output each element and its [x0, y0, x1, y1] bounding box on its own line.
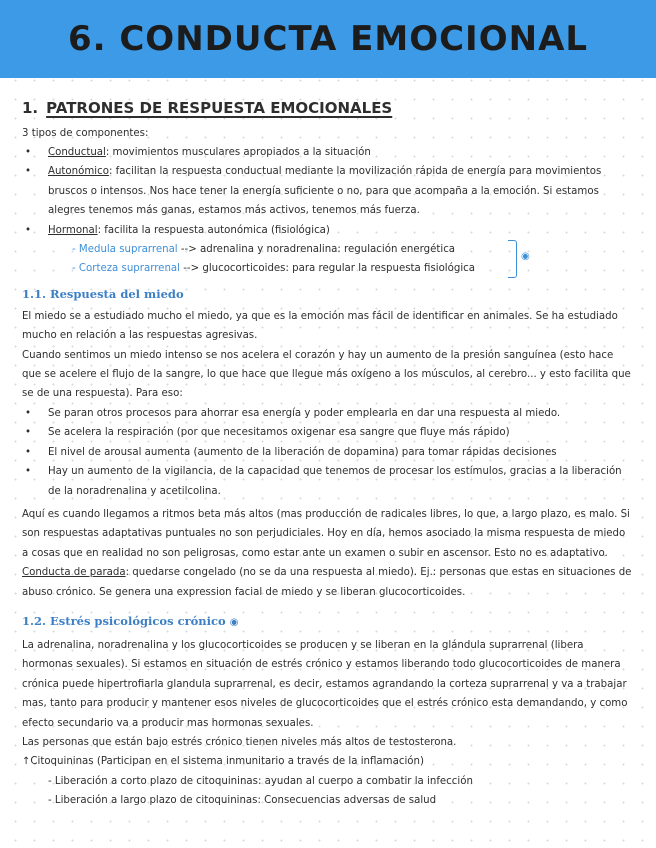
- hormonal-sub-list: [22, 240, 634, 279]
- list-item: [22, 240, 634, 259]
- section-1-title: PATRONES DE RESPUESTA EMOCIONALES: [46, 99, 393, 117]
- target-icon: ◉: [229, 616, 239, 628]
- list-item: • El nivel de arousal aumenta (aumento de la liberación de dopamina) para tomar rápidas decisiones: [22, 443, 634, 462]
- list-item: [22, 259, 634, 278]
- component-label: Autonómico: [48, 166, 109, 178]
- paragraph: [22, 563, 634, 602]
- list-item: [22, 221, 634, 240]
- gland-text: --> glucocorticoides: para regular la respuesta fisiológica: [179, 263, 476, 275]
- list-item: - Liberación a largo plazo de citoquininas: Consecuencias adversas de salud: [48, 795, 437, 807]
- target-icon: ◉: [521, 251, 530, 263]
- section-1-1-heading: 1.1. Respuesta del miedo: [22, 286, 184, 301]
- paragraph: Las personas que están bajo estrés crónico tienen niveles más altos de testosterona.: [22, 736, 457, 748]
- bracket-mark: [508, 240, 517, 278]
- term-label: Conducta de parada: [22, 567, 126, 579]
- section-1-number: 1.: [22, 99, 39, 117]
- term-text: : quedarse congelado (no se da una respuesta al miedo). Ej.: personas que estas en situaciones de abuso crónico. Se genera una expression facial de miedo y se liberan glucocorticoides.: [22, 567, 632, 598]
- gland-name: - Corteza suprarrenal: [72, 263, 180, 275]
- section-1-2-title: 1.2. Estrés psicológicos crónico: [22, 613, 226, 628]
- component-text: : facilita la respuesta autonómica (fisiológica): [97, 224, 330, 236]
- component-label: Hormonal: [48, 224, 98, 236]
- paragraph: La adrenalina, noradrenalina y los glucocorticoides se producen y se liberan en la glándula suprarrenal (libera hormonas sexuales). Si estamos en situación de estrés crónico y estamos liberando todo glucocorticoides de manera crónica puede hipertrofiarla glandula suprarrenal, es decir, estamos agrandando la corteza suprarrenal y va a trabajar mas, tanto para producir y mantener esos niveles de glucocorticoides que el estrés crónico esta demandando, y como efecto secundario va a producir mas hormonas sexuales.: [22, 639, 628, 729]
- title-banner: [0, 0, 656, 78]
- section-1-2-heading: [22, 610, 634, 634]
- list-item: [22, 162, 634, 220]
- component-list: [22, 143, 634, 240]
- list-item: [22, 143, 634, 162]
- components-intro: 3 tipos de componentes:: [22, 128, 149, 139]
- document-body: [22, 96, 634, 811]
- list-item: • Hay un aumento de la vigilancia, de la capacidad que tenemos de procesar los estímulos, gracias a la liberación de la noradrenalina y acetilcolina.: [22, 462, 634, 501]
- paragraph: El miedo se a estudiado mucho el miedo, ya que es la emoción mas fácil de identificar en animales. Se ha estudiado mucho en relación a las respuestas agresivas.: [22, 310, 618, 342]
- page-title: 6. CONDUCTA EMOCIONAL: [67, 19, 589, 59]
- component-text: : facilitan la respuesta conductual mediante la movilización rápida de energía para movimientos bruscos o intensos. Nos hace tener la energía suficiente o no, para que acompaña a la emoción. Si estamos alegres tenemos más ganas, estamos más activos, tenemos más fuerza.: [48, 166, 602, 217]
- list-item: • Se paran otros procesos para ahorrar esa energía y poder emplearla en dar una respuesta al miedo.: [22, 404, 634, 423]
- component-text: : movimientos musculares apropiados a la situación: [105, 147, 371, 158]
- paragraph: Cuando sentimos un miedo intenso se nos acelera el corazón y hay un aumento de la presión sanguínea (esto hace que se acelere el flujo de la sangre, lo que hace que llegue más oxígeno a los músculos, al cerebro... y esto facilita que se de una respuesta). Para eso:: [22, 349, 631, 400]
- section-1-heading: [22, 96, 634, 120]
- list-item: • Se acelera la respiración (por que necesitamos oxigenar esa sangre que fluye más rápido): [22, 423, 634, 442]
- arrow-up-icon: ↑: [22, 756, 31, 768]
- component-label: Conductual: [48, 147, 106, 158]
- fear-response-list: [22, 404, 634, 501]
- gland-text: --> adrenalina y noradrenalina: regulación energética: [177, 244, 456, 256]
- paragraph: [22, 752, 634, 771]
- cytokine-text: Citoquininas (Participan en el sistema inmunitario a través de la inflamación): [30, 756, 424, 768]
- paragraph: Aquí es cuando llegamos a ritmos beta más altos (mas producción de radicales libres, lo que, a largo plazo, es malo. Si son respuestas adaptativas puntuales no son perjudiciales. Hoy en día, hemos asociado la misma respuesta de miedo a cosas que en realidad no son peligrosas, como estar ante un examen o subir en ascensor. Esto no es adaptativo.: [22, 508, 630, 559]
- gland-name: - Medula suprarrenal: [72, 244, 178, 256]
- list-item: - Liberación a corto plazo de citoquininas: ayudan al cuerpo a combatir la infección: [48, 775, 473, 787]
